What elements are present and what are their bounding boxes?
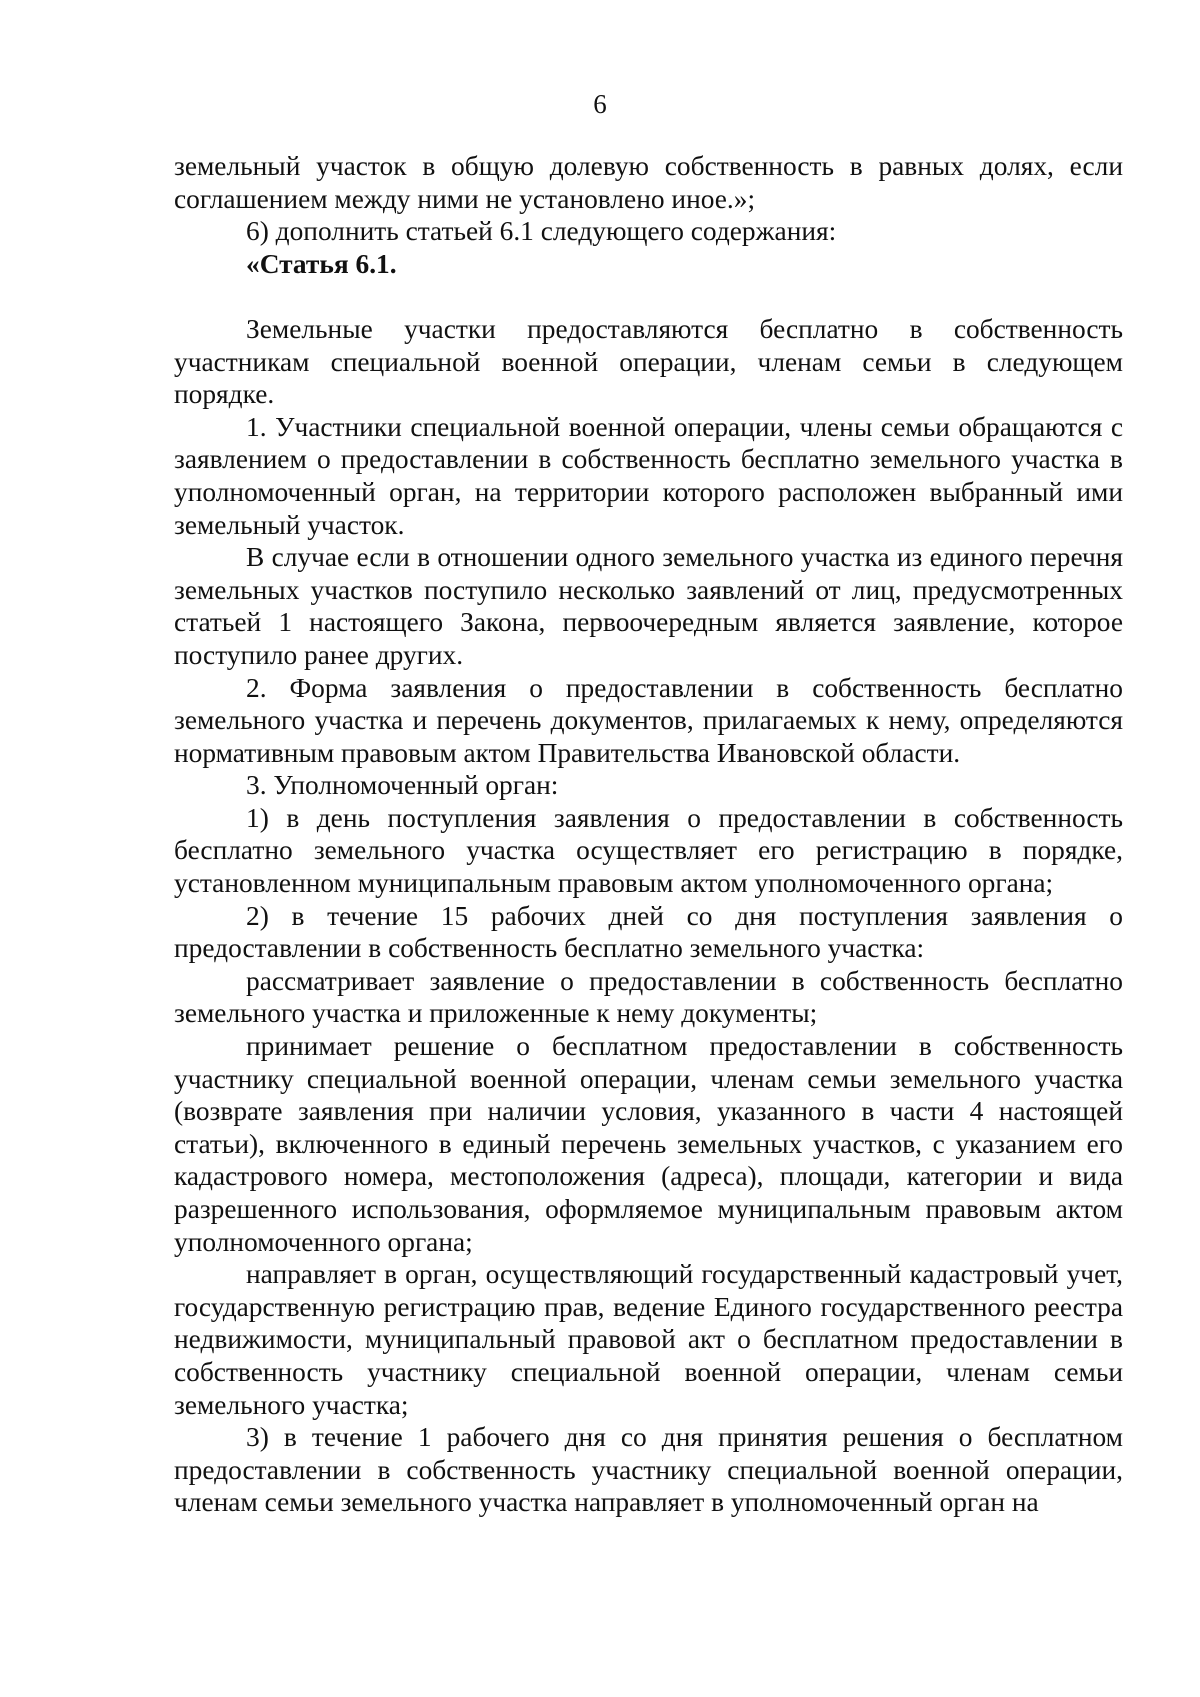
paragraph-part-3-item-2-forward: направляет в орган, осуществляющий государственный кадастровый учет, государственную регистрацию прав, ведение Единого государственного реестра недвижимости, муниципальный правовой акт о бесплатном предоставлении в собственность участнику специальной военной операции, членам семьи земельного участка; xyxy=(174,1259,1123,1420)
paragraph-part-1-case: В случае если в отношении одного земельного участка из единого перечня земельных участков поступило несколько заявлений от лиц, предусмотренных статьей 1 настоящего Закона, первоочередным является заявление, которое поступило ранее других. xyxy=(174,542,1123,670)
paragraph-part-3-item-2-review: рассматривает заявление о предоставлении в собственность бесплатно земельного участка и приложенные к нему документы; xyxy=(174,965,1123,1029)
paragraph-part-3-item-1: 1) в день поступления заявления о предоставлении в собственность бесплатно земельного участка осуществляет его регистрацию в порядке, установленном муниципальным правовым актом уполномоченного органа; xyxy=(174,802,1123,899)
paragraph-continuation: земельный участок в общую долевую собственность в равных долях, если соглашением между ними не установлено иное.»; xyxy=(174,151,1123,214)
spacer xyxy=(174,280,1123,313)
paragraph-part-3-item-2: 2) в течение 15 рабочих дней со дня поступления заявления о предоставлении в собственность бесплатно земельного участка: xyxy=(174,900,1123,964)
article-heading: «Статья 6.1. xyxy=(246,248,397,279)
paragraph-part-1: 1. Участники специальной военной операции, члены семьи обращаются с заявлением о предоставлении в собственность бесплатно земельного участка в уполномоченный орган, на территории которого расположен выбранный ими земельный участок. xyxy=(174,411,1123,540)
page-number: 6 xyxy=(593,89,607,119)
paragraph-part-3-item-2-decision: принимает решение о бесплатном предоставлении в собственность участнику специальной военной операции, членам семьи земельного участка (возврате заявления при наличии условия, указанного в части 4 настоящей статьи), включенного в единый перечень земельных участков, с указанием его кадастрового номера, местоположения (адреса), площади, категории и вида разрешенного использования, оформляемое муниципальным правовым актом уполномоченного органа; xyxy=(174,1031,1123,1257)
document-body xyxy=(174,150,1123,1519)
paragraph-article-intro: Земельные участки предоставляются бесплатно в собственность участникам специальной военной операции, членам семьи в следующем порядке. xyxy=(174,313,1123,410)
paragraph-part-2: 2. Форма заявления о предоставлении в собственность бесплатно земельного участка и перечень документов, прилагаемых к нему, определяются нормативным правовым актом Правительства Ивановской области. xyxy=(174,672,1123,768)
paragraph-amendment-item-6: 6) дополнить статьей 6.1 следующего содержания: xyxy=(246,216,837,247)
paragraph-part-3: 3. Уполномоченный орган: xyxy=(246,770,559,801)
paragraph-part-3-item-3: 3) в течение 1 рабочего дня со дня принятия решения о бесплатном предоставлении в собственность участнику специальной военной операции, членам семьи земельного участка направляет в уполномоченный орган на xyxy=(174,1422,1123,1518)
